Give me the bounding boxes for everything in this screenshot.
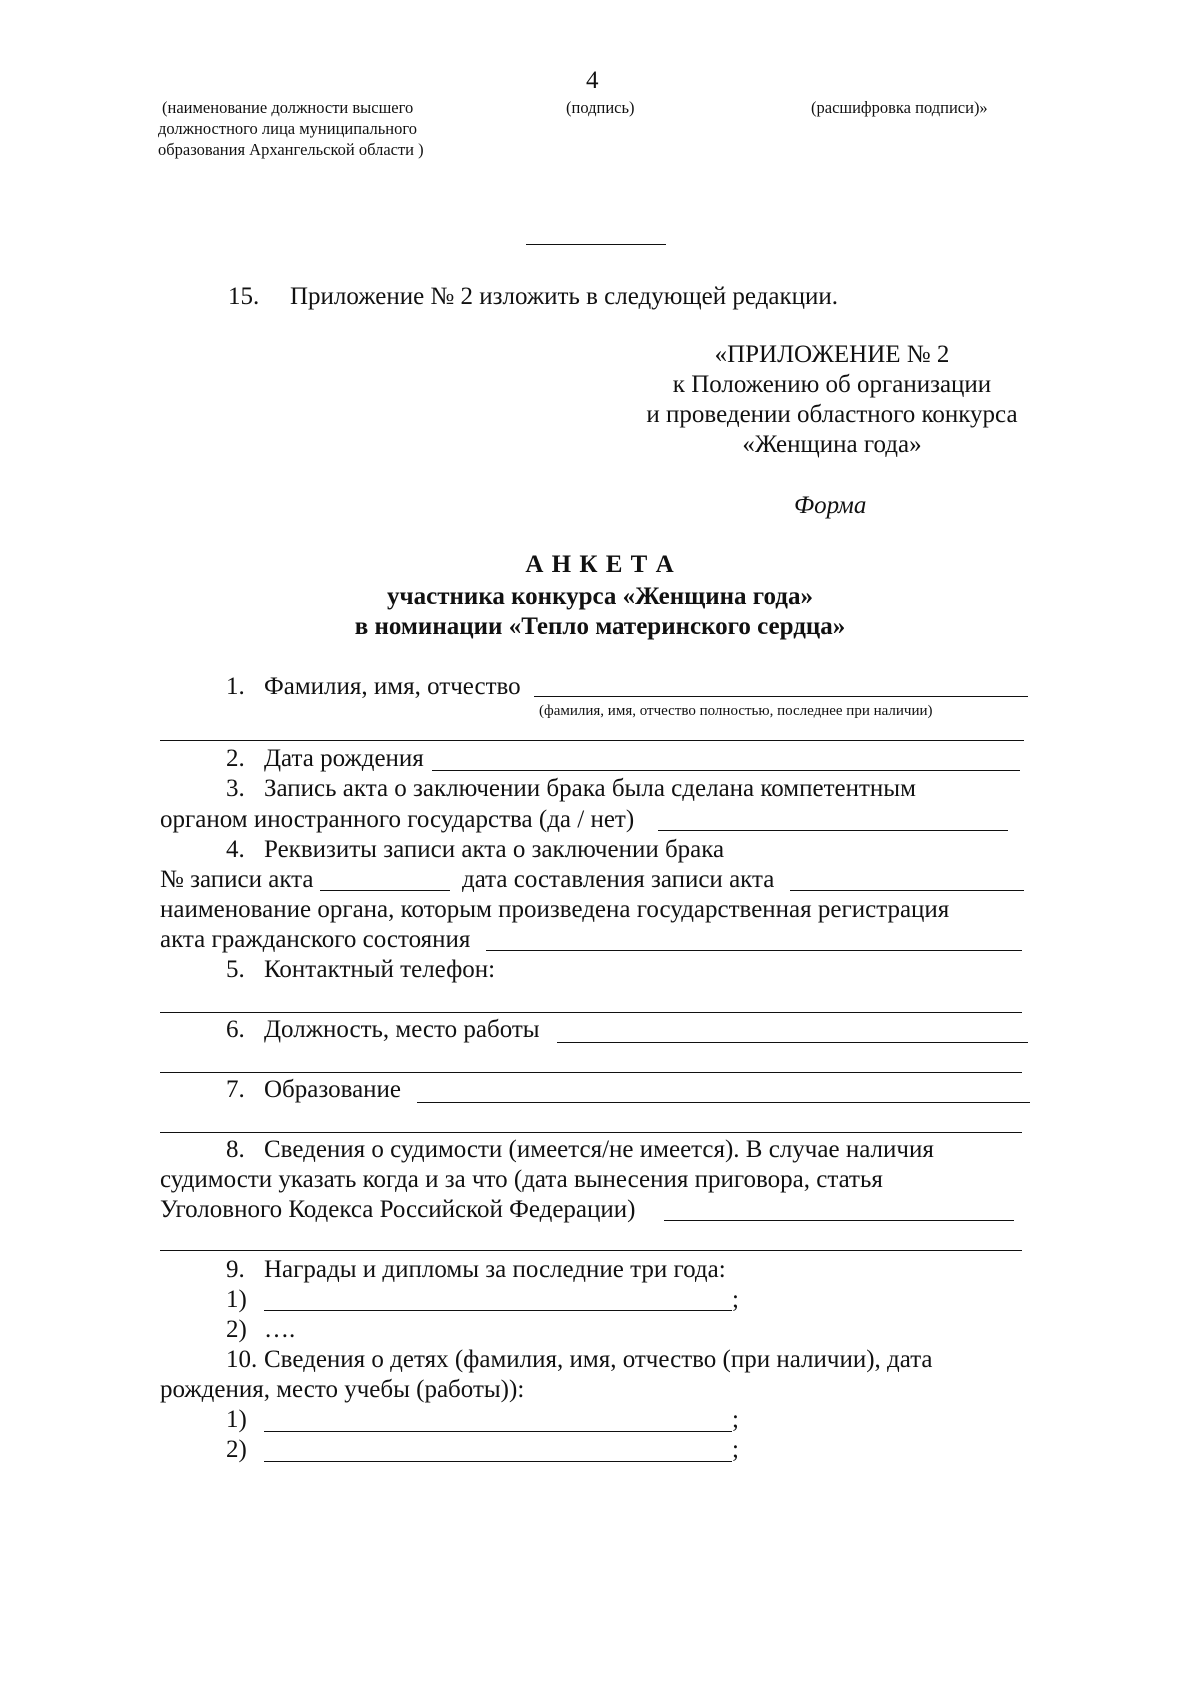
appendix-header-line4: «Женщина года»	[742, 431, 922, 458]
field4-act-number-label: № записи акта	[160, 866, 314, 893]
title-line1: А Н К Е Т А	[525, 551, 675, 578]
field9-sub1-number: 1)	[226, 1286, 247, 1313]
field5-input-line[interactable]	[160, 1012, 1022, 1013]
field9-sub2-text: ….	[264, 1316, 296, 1343]
position-caption-line3: образования Архангельской области )	[158, 140, 424, 159]
field4-authority-input[interactable]	[486, 950, 1022, 951]
field1-hint: (фамилия, имя, отчество полностью, последнее при наличии)	[539, 703, 933, 719]
position-caption-line2: должностного лица муниципального	[158, 119, 417, 138]
field6-label: Должность, место работы	[264, 1016, 540, 1043]
field9-sub2-number: 2)	[226, 1316, 247, 1343]
field3-line2: органом иностранного государства (да / нет)	[160, 806, 635, 833]
field6-input-line[interactable]	[557, 1042, 1028, 1043]
field3-number: 3.	[226, 775, 245, 802]
field9-label: Награды и дипломы за последние три года:	[264, 1256, 726, 1283]
field8-line1: Сведения о судимости (имеется/не имеется). В случае наличия	[264, 1136, 934, 1163]
item15-text: Приложение № 2 изложить в следующей редакции.	[290, 283, 838, 310]
field3-line1: Запись акта о заключении брака была сделана компетентным	[264, 775, 916, 802]
field6-input-line2[interactable]	[160, 1072, 1022, 1073]
field6-number: 6.	[226, 1016, 245, 1043]
field10-sub1-input[interactable]	[264, 1431, 732, 1432]
field10-sub1-end: ;	[732, 1406, 739, 1433]
separator-line	[526, 244, 666, 245]
position-caption-line1: (наименование должности высшего	[162, 98, 414, 117]
title-line2: участника конкурса «Женщина года»	[387, 583, 813, 610]
appendix-header-line1: «ПРИЛОЖЕНИЕ № 2	[714, 341, 950, 368]
field5-number: 5.	[226, 956, 245, 983]
field7-number: 7.	[226, 1076, 245, 1103]
field10-line1: Сведения о детях (фамилия, имя, отчество (при наличии), дата	[264, 1346, 933, 1373]
field9-number: 9.	[226, 1256, 245, 1283]
form-label: Форма	[794, 492, 867, 519]
field9-sub1-end: ;	[732, 1286, 739, 1313]
signature-caption: (подпись)	[566, 98, 635, 117]
field8-line3: Уголовного Кодекса Российской Федерации)	[160, 1196, 636, 1223]
field8-line2: судимости указать когда и за что (дата вынесения приговора, статья	[160, 1166, 883, 1193]
appendix-header-line3: и проведении областного конкурса	[646, 401, 1018, 428]
decryption-caption: (расшифровка подписи)»	[811, 98, 988, 117]
page-number: 4	[586, 67, 599, 94]
field9-sub1-input[interactable]	[264, 1310, 732, 1311]
item15-number: 15.	[228, 283, 260, 310]
field2-number: 2.	[226, 745, 245, 772]
field4-line4: акта гражданского состояния	[160, 926, 471, 953]
field4-line1: Реквизиты записи акта о заключении брака	[264, 836, 725, 863]
field1-label: Фамилия, имя, отчество	[264, 673, 521, 700]
field10-number: 10.	[226, 1346, 258, 1373]
field1-input-line2[interactable]	[160, 740, 1024, 741]
field8-input-line[interactable]	[664, 1220, 1014, 1221]
field7-input-line[interactable]	[417, 1102, 1030, 1103]
field7-label: Образование	[264, 1076, 402, 1103]
field1-number: 1.	[226, 673, 245, 700]
field10-sub2-end: ;	[732, 1436, 739, 1463]
field8-input-line2[interactable]	[160, 1250, 1022, 1251]
field7-input-line2[interactable]	[160, 1132, 1022, 1133]
field4-act-number-input[interactable]	[320, 890, 450, 891]
field5-label: Контактный телефон:	[264, 956, 496, 983]
field10-sub1-number: 1)	[226, 1406, 247, 1433]
field1-input-line[interactable]	[534, 696, 1028, 697]
field8-number: 8.	[226, 1136, 245, 1163]
field2-input-line[interactable]	[432, 770, 1020, 771]
field10-line2: рождения, место учебы (работы)):	[160, 1376, 525, 1403]
field4-line3: наименование органа, которым произведена государственная регистрация	[160, 896, 950, 923]
field10-sub2-number: 2)	[226, 1436, 247, 1463]
field2-label: Дата рождения	[264, 745, 424, 772]
title-line3: в номинации «Тепло материнского сердца»	[354, 613, 846, 640]
field4-number: 4.	[226, 836, 245, 863]
field4-act-date-label: дата составления записи акта	[462, 866, 775, 893]
appendix-header-line2: к Положению об организации	[672, 371, 992, 398]
field3-input-line[interactable]	[658, 830, 1008, 831]
field10-sub2-input[interactable]	[264, 1461, 732, 1462]
field4-act-date-input[interactable]	[790, 890, 1024, 891]
